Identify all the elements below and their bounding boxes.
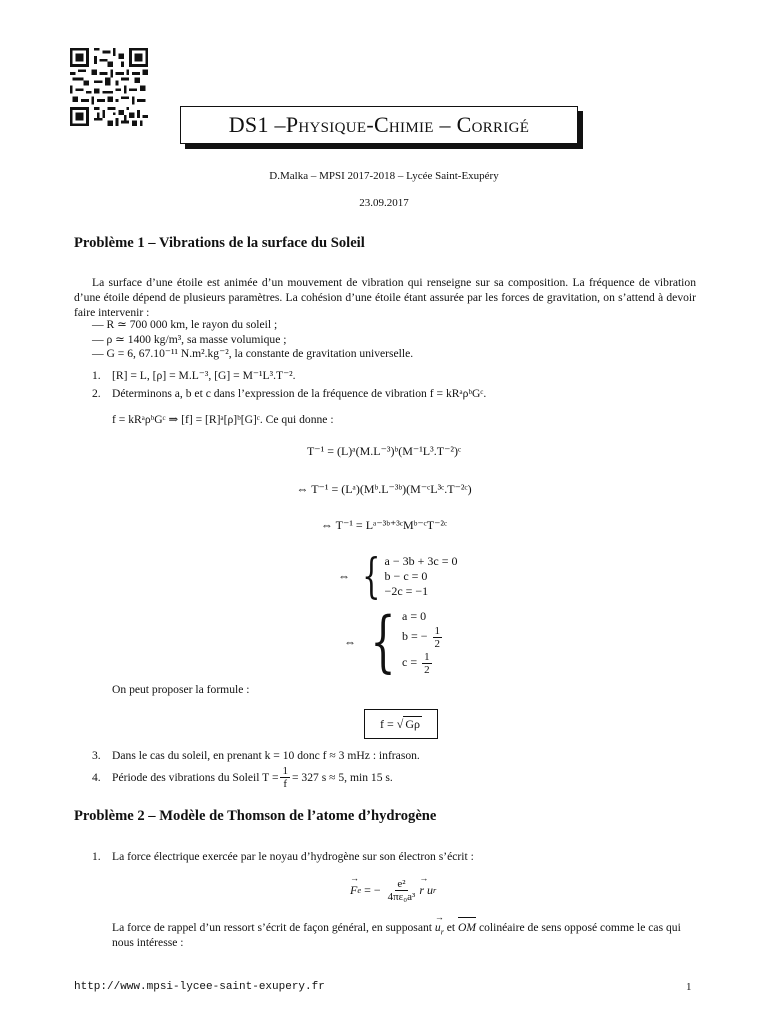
title-smallcaps: Physique-Chimie – Corrigé: [285, 112, 530, 137]
equiv-symbol-2: ⇔: [344, 634, 356, 649]
para-text-a: La force de rappel d’un ressort s’écrit de façon général, en supposant: [112, 921, 435, 934]
q2-derivation-line: f = kRᵃρᵇGᶜ ⇒ [f] = [R]ᵃ[ρ]ᵇ[G]ᶜ. Ce qui donne :: [112, 413, 334, 426]
question-4-text-a: Période des vibrations du Soleil T =: [112, 771, 279, 784]
p2-question-1-number: 1.: [92, 850, 101, 863]
question-1: [92, 368, 296, 382]
system-2-line-a: a = 0: [402, 609, 427, 623]
system-2-line-c: [402, 650, 444, 676]
page-number: 1: [686, 981, 692, 993]
fraction-numerator: 1: [282, 765, 288, 777]
system-1-line: b − c = 0: [384, 569, 428, 583]
equation-1: T⁻¹ = (L)ᵃ(M.L⁻³)ᵇ(M⁻¹L³.T⁻²)ᶜ: [306, 444, 462, 458]
system-2-line-b: [402, 624, 444, 650]
unit-vector: → u: [435, 920, 441, 935]
formula-lhs: f =: [379, 716, 394, 731]
system-1-line: −2c = −1: [384, 584, 429, 598]
system-1-lines: [385, 554, 458, 599]
fraction-denominator: f: [283, 778, 288, 790]
bullet-gravitation: — G = 6, 67.10⁻¹¹ N.m².kg⁻², la constante de gravitation universelle.: [92, 347, 414, 361]
title-main: DS1 –: [228, 112, 286, 137]
formula-radicand: Gρ: [405, 717, 420, 731]
author-line: D.Malka – MPSI 2017-2018 – Lycée Saint-Exupéry: [269, 170, 499, 182]
fraction-numerator: 1: [434, 624, 441, 637]
problem1-bullets: [92, 318, 413, 362]
p2-question-1-text: La force électrique exercée par le noyau d’hydrogène sur son électron s’écrit :: [112, 850, 474, 863]
p2-question-1: [92, 850, 474, 863]
system-2-c-lhs: c =: [402, 654, 418, 669]
equation-3: ⇔ T⁻¹ = Lᵃ⁻³ᵇ⁺³ᶜMᵇ⁻ᶜT⁻²ᶜ: [320, 518, 448, 532]
question-4-text-b: = 327 s ≈ 5, min 15 s.: [291, 771, 393, 784]
unit-vector-subscript: r: [440, 927, 444, 937]
question-2: [92, 387, 486, 400]
bullet-radius: — R ≃ 700 000 km, le rayon du soleil ;: [92, 318, 278, 331]
equation-2: ⇔ T⁻¹ = (Lᵃ)(Mᵇ.L⁻³ᵇ)(M⁻ᶜL³ᶜ.T⁻²ᶜ): [296, 482, 472, 496]
fraction-numerator: e²: [397, 878, 406, 890]
question-1-text: [R] = L, [ρ] = M.L⁻³, [G] = M⁻¹L³.T⁻².: [112, 369, 296, 382]
fraction-numerator: 1: [424, 650, 430, 663]
question-4-number: 4.: [92, 771, 101, 784]
formula-box: [364, 709, 438, 739]
bullet-density: — ρ ≃ 1400 kg/m³, sa masse volumique ;: [92, 332, 287, 346]
question-4: [92, 765, 393, 790]
question-2-number: 2.: [92, 387, 101, 400]
system-1-line: a − 3b + 3c = 0: [384, 554, 458, 568]
fraction-one-half: [433, 625, 443, 650]
footer-url: http://www.mpsi-lycee-saint-exupery.fr: [74, 981, 325, 993]
fraction-one-half: [422, 651, 432, 676]
problem2-heading: Problème 2 – Modèle de Thomson de l’atome d’hydrogène: [74, 808, 437, 824]
om-vector: OM: [458, 921, 477, 934]
system-2: [344, 602, 444, 680]
fraction-one-over-f: [280, 765, 290, 790]
left-brace-icon: {: [370, 602, 396, 680]
system-1: [338, 548, 458, 605]
question-1-number: 1.: [92, 369, 101, 382]
title-box: [180, 106, 578, 144]
electric-force-equation: → F e = − $\frac{\text{e²}}{\text{4πε₀a³}}$ → r u r: [350, 878, 436, 903]
problem1-heading: Problème 1 – Vibrations de la surface du Soleil: [74, 235, 365, 251]
spring-force-paragraph: [112, 920, 696, 950]
para-mid: et: [443, 921, 459, 934]
left-brace-icon: {: [362, 548, 381, 605]
force-vector: → F: [350, 883, 357, 898]
fraction-denominator: 4πε₀a³: [387, 891, 416, 903]
para-text-b: colinéaire de sens opposé comme le cas qui nous intéresse :: [112, 921, 681, 949]
question-3: [92, 749, 420, 762]
fraction-denominator: 2: [424, 663, 430, 676]
date: 23.09.2017: [359, 197, 409, 209]
qr-code-icon: [70, 48, 148, 126]
equiv-symbol-1: ⇔: [338, 569, 350, 583]
force-rhs: → r u: [419, 883, 433, 898]
system-2-b-lhs: b = −: [402, 629, 428, 643]
question-3-text: Dans le cas du soleil, en prenant k = 10 donc f ≈ 3 mHz : infrason.: [112, 749, 420, 762]
fraction-denominator: 2: [434, 637, 441, 650]
force-equals: = −: [364, 883, 381, 897]
question-3-number: 3.: [92, 749, 101, 762]
sqrt-icon: √: [396, 716, 404, 731]
problem1-intro: La surface d’une étoile est animée d’un mouvement de vibration qui renseigne sur sa composition. La fréquence de vibration d’une étoile dépend de plusieurs paramètres. La cohésion d’une étoile étant assurée par les forces de gravitation, on s’attend à devoir faire intervenir :: [74, 276, 696, 319]
question-2-text: Déterminons a, b et c dans l’expression de la fréquence de vibration f = kRᵃρᵇGᶜ.: [112, 387, 487, 400]
force-fraction: [386, 878, 418, 903]
system-2-lines: [402, 609, 444, 676]
propose-formula-text: On peut proposer la formule :: [112, 683, 250, 696]
